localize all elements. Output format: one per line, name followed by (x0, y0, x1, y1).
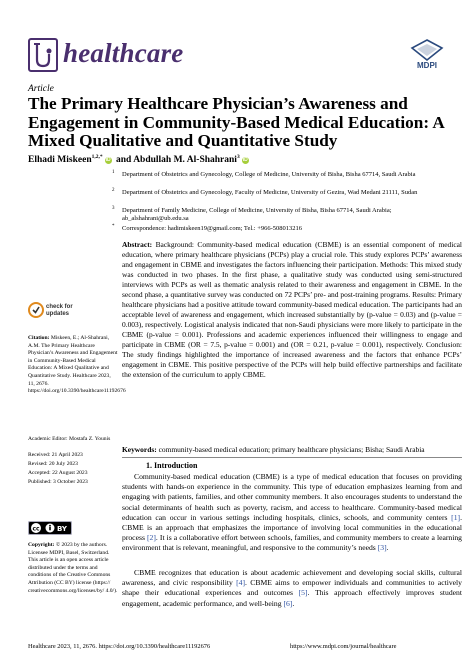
accepted-date: Accepted: 22 August 2023 (28, 470, 88, 476)
author-1[interactable]: Elhadi Miskeen (28, 155, 92, 166)
academic-editor: Academic Editor: Mostafa Z. Younis (28, 436, 111, 442)
citation-block (28, 335, 126, 396)
keywords (122, 445, 462, 455)
orcid-icon[interactable]: iD (242, 157, 248, 164)
citation-label: Citation: (28, 335, 50, 341)
citation-link[interactable]: [3] (377, 543, 387, 553)
correspondence: * Correspondence: hadimiskeen19@gmail.com; Tel.: +966-508013216 (112, 224, 303, 232)
publisher-name: MDPI (417, 61, 437, 70)
copyright-block (28, 542, 118, 595)
citation-link[interactable]: [5] (298, 588, 308, 598)
citation-link[interactable]: [4] (236, 578, 246, 588)
cc-by-license-icon[interactable] (28, 521, 72, 535)
article-type: Article (28, 84, 54, 94)
intro-paragraph-2: CBME recognizes that education is about academic achievement and developing social skills, cultural awareness, and civic responsibility [4]. CBME aims to empower individuals and communities to actively shape their educational experiences and outcomes [5]. This approach effectively improves student engagement, academic performance, and well-being [6]. (122, 568, 462, 608)
published-date: Published: 3 October 2023 (28, 479, 88, 485)
footer-journal-link[interactable]: https://www.mdpi.com/journal/healthcare (290, 643, 397, 650)
revised-date: Revised: 20 July 2023 (28, 461, 78, 467)
author-2[interactable]: Abdullah M. Al-Shahrani (133, 155, 237, 166)
orcid-icon[interactable]: iD (105, 157, 111, 164)
copyright-label: Copyright: (28, 542, 55, 548)
mdpi-logo (410, 39, 442, 70)
author-1-affiliation: 1,2,* (91, 154, 103, 160)
check-for-updates[interactable]: check for updates (46, 304, 73, 317)
received-date: Received: 21 April 2023 (28, 452, 83, 458)
abstract-text: Background: Community-based medical education (CBME) is an essential component of medical education, where primary healthcare physicians (PCPs) play a crucial role. This study explores PCPs’ awareness and engagement in CBME and investigates the factors influencing their participation. Methods: This mixed study was conducted in two phases. In the first phase, a qualitative study was conducted using semi-structured interviews with PCPs as well as thematic analysis related to their awareness and engagement in CBME. In the second phase, a quantitative survey was conducted on 72 PCPs’ pre- and post-training programs. Results: Primary healthcare physicians had a positive attitude toward community-based medical education. The participants had an acceptable level of awareness and engagement, which increased substantially by (p-value = 0.03) and (p-value = 0.003), respectively. Logistical analysis indicated that non-Saudi physicians were more likely to participate in the CBME (p-value = 0.001). Professions and academic experiences influenced their willingness to engage and participate in CBME (OR = 7.5, p-value = 0.001) and (OR = 0.21, p-value = 0.001), respectively. Conclusion: The study findings highlighted the importance of increased awareness and the factors that enhance PCPs’ engagement in CBME. This positive perspective of the PCPs will help build effective partnerships and facilitate the extension of the curriculum to apply CBME. (122, 240, 462, 379)
keywords-label: Keywords: (122, 445, 157, 454)
author-conjunction: and (116, 155, 132, 166)
svg-text:cc: cc (32, 525, 40, 533)
mdpi-logo-icon (410, 39, 444, 61)
author-list (28, 154, 468, 165)
section-title: 1. Introduction (146, 461, 198, 470)
svg-text:BY: BY (56, 525, 68, 533)
keywords-text: community-based medical education; primary healthcare physicians; Bisha; Saudi Arabia (158, 445, 425, 454)
author-2-affiliation: 3 (236, 154, 240, 160)
divider (122, 457, 462, 458)
footer-citation: Healthcare 2023, 11, 2676. https://doi.org/10.3390/healthcare11192676 (28, 643, 211, 650)
journal-name: healthcare (63, 38, 184, 68)
abstract-label: Abstract: (122, 240, 153, 249)
journal-logo-icon (28, 38, 58, 72)
citation-link[interactable]: [2] (147, 533, 156, 543)
intro-paragraph-1: Community-based medical education (CBME) is a type of medical education that focuses on providing students with hands-on experience in the community. This type of education emphasizes learning from and engaging with patients, families, and other community members. It also encourages students to understand the social determinants of health such as poverty, racism, and access to healthcare. Community-based medical education can occur in various settings including hospitals, clinics, schools, and community centers [1]. CBME is an approach that emphasizes the importance of involving local communities in the educational process [2]. It is a collaborative effort between schools, families, and community members to create a learning environment that is relevant, meaningful, and responsive to the community’s needs [3]. (122, 472, 463, 553)
check-for-updates-icon[interactable] (28, 300, 44, 320)
citation-link[interactable]: [6] (283, 598, 293, 608)
citation-link[interactable]: [1] (451, 512, 461, 522)
affiliation-2: 2 Department of Obstetrics and Gynecology, Faculty of Medicine, University of Gezira, Wad Medani 21111, Sudan (112, 188, 418, 196)
citation-text: Miskeen, E.; Al-Shahrani, A.M. The Primary Healthcare Physician’s Awareness and Engagement in Community-Based Medical Education: A Mixed Qualitative and Quantitative Study. Healthcare 2023, 11, 2676. https://doi.org/10.3390/healthcare11192676 (28, 335, 126, 395)
copyright-text: © 2023 by the authors. Licensee MDPI, Basel, Switzerland. This article is an open access article distributed under the terms and conditions of the Creative Commons Attribution (CC BY) license (https:// creativecommons.org/licenses/by/ 4.0/). (28, 542, 118, 594)
affiliation-3: 3 Department of Family Medicine, College of Medicine, University of Bisha, Bisha 67714, Saudi Arabia; ab_alshahrani@ub.edu.sa (112, 206, 392, 223)
abstract (122, 240, 462, 380)
affiliation-1: 1 Department of Obstetrics and Gynecology, College of Medicine, University of Bisha, Bisha 67714, Saudi Arabia (112, 170, 416, 178)
article-title: The Primary Healthcare Physician’s Awareness and Engagement in Community-Based Medical Education: A Mixed Qualitative and Quantitative Study (28, 94, 444, 150)
